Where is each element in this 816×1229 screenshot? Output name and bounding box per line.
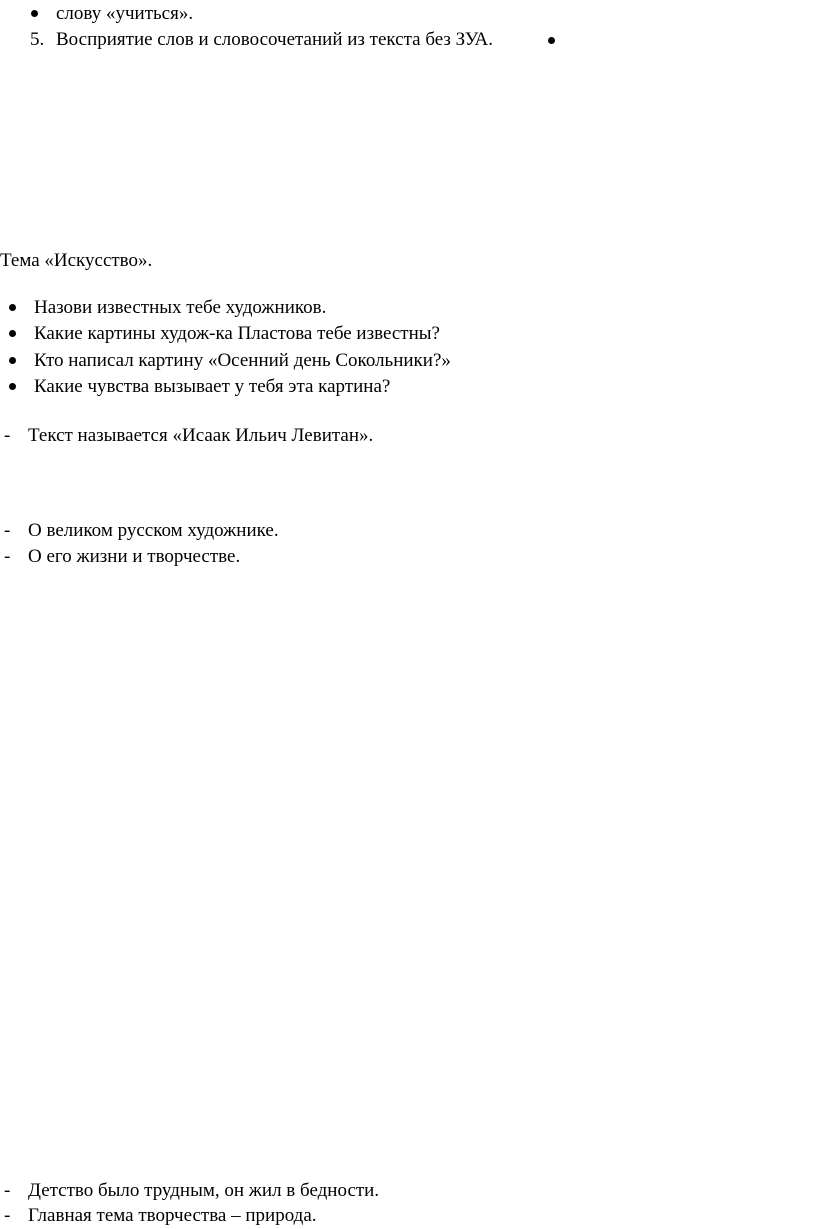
bullet-icon [9, 357, 16, 364]
answer-text: Текст называется «Исаак Ильич Левитан». [28, 425, 374, 446]
answer-text: Детство было трудным, он жил в бедности. [28, 1180, 380, 1201]
stray-bullet-icon [548, 37, 555, 44]
question-text: Какие картины худож-ка Пластова тебе известны? [34, 323, 440, 344]
bullet-icon [9, 383, 16, 390]
question-text: Какие чувства вызывает у тебя эта картина? [34, 376, 391, 397]
dash-marker: - [4, 1205, 11, 1226]
dash-marker: - [4, 546, 11, 567]
bullet-icon [31, 10, 38, 17]
bullet-icon [9, 304, 16, 311]
bullet-item-text: слову «учиться». [56, 3, 194, 24]
answer-text: О великом русском художнике. [28, 520, 279, 541]
dash-marker: - [4, 425, 11, 446]
numbered-item-text: Восприятие слов и словосочетаний из текста без ЗУА. [56, 29, 493, 50]
dash-marker: - [4, 520, 11, 541]
dash-marker: - [4, 1180, 11, 1201]
bullet-icon [9, 330, 16, 337]
answer-text: О его жизни и творчестве. [28, 546, 241, 567]
question-text: Кто написал картину «Осенний день Сокольники?» [34, 350, 451, 371]
answer-text: Главная тема творчества – природа. [28, 1205, 317, 1226]
list-number: 5. [30, 29, 45, 50]
topic-title-text: Тема «Искусство». [0, 250, 153, 271]
question-text: Назови известных тебе художников. [34, 297, 327, 318]
